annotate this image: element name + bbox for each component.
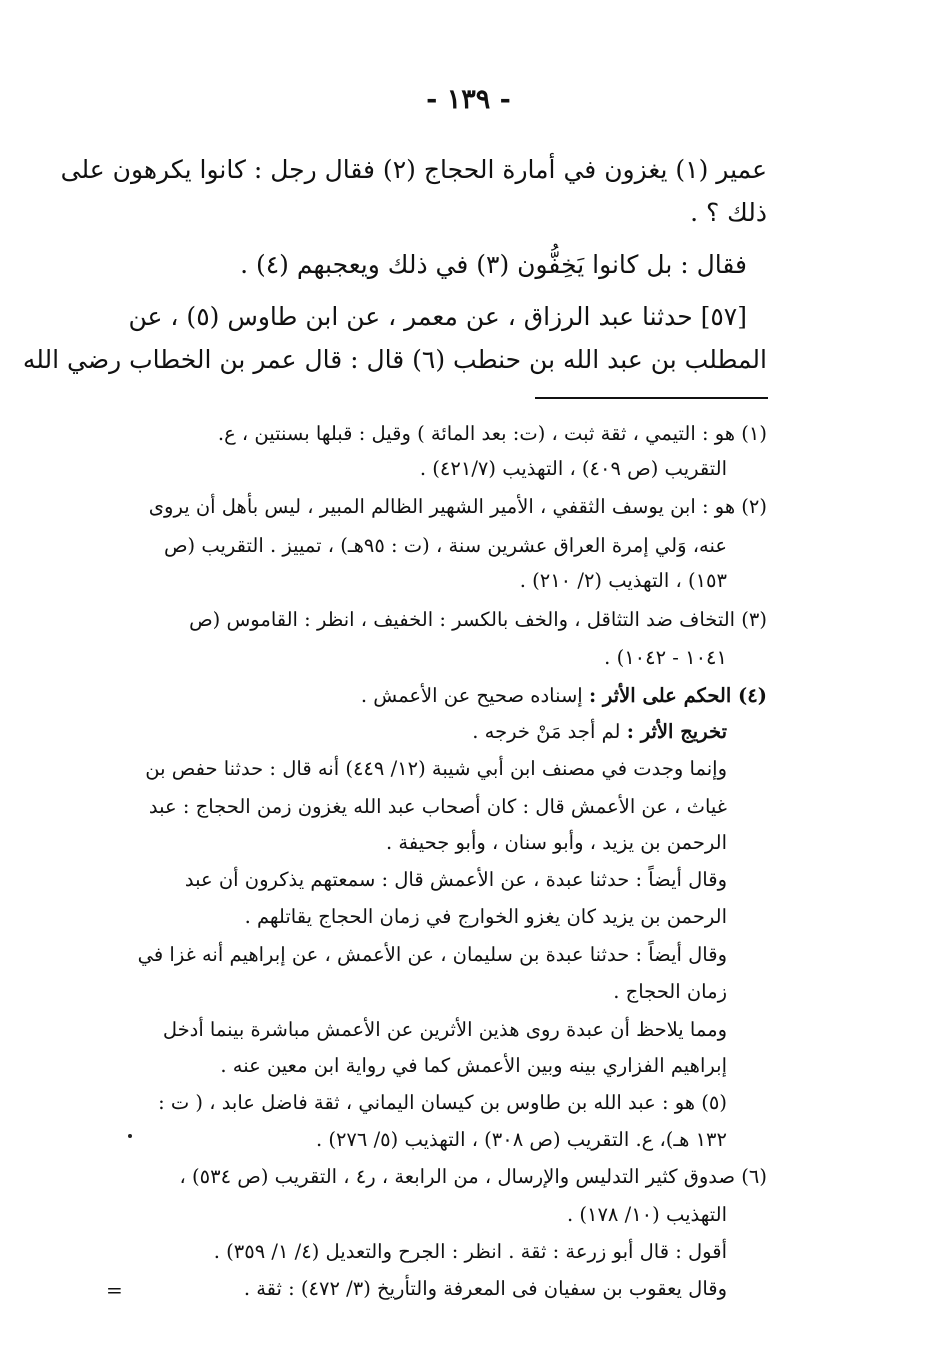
footnote-4-text: غياث ، عن الأعمش قال : كان أصحاب عبد الله يغزون زمن الحجاج : عبد [148,795,727,818]
footnote-3: (٣) التخاف ضد التثاقل ، والخف بالكسر : الخفيف ، انظر : القاموس (ص [189,608,767,631]
footnote-4-takhrij: تخريج الأثر : لم أجد مَنْ خرجه . [472,720,727,743]
footnote-4-heading: (٤) الحكم على الأثر : [588,684,767,707]
footnote-2-cont: ١٥٣) ، التهذيب (٢/ ٢١٠) . [519,569,727,592]
footnote-6-cont: التهذيب (١٠/ ١٧٨) . [566,1203,727,1226]
footnote-4-text: الرحمن بن يزيد كان يغزو الخوارج في زمان الحجاج يقاتلهم . [244,905,727,928]
main-text-line: [٥٧] حدثنا عبد الرزاق ، عن معمر ، عن ابن طاوس (٥) ، عن [128,302,747,331]
footnote-2: (٢) هو : ابن يوسف الثقفي ، الأمير الشهير الظالم المبير ، ليس بأهل أن يروى [148,495,767,518]
footnote-3-cont: ١٠٤١ - ١٠٤٢) . [604,646,727,669]
margin-mark: = [106,1278,123,1302]
footnote-4: (٤) الحكم على الأثر : إسناده صحيح عن الأعمش . [360,684,767,707]
footnote-4-text: وقال أيضاً : حدثنا عبدة بن سليمان ، عن الأعمش ، عن إبراهيم أنه غزا في [137,943,727,966]
page-number: - ١٣٩ - [426,84,511,115]
footnote-6-cont: وقال يعقوب بن سفيان فى المعرفة والتأريخ (٣/ ٤٧٢) : ثقة . [243,1277,727,1300]
main-text-line: عمير (١) يغزون في أمارة الحجاج (٢) فقال رجل : كانوا يكرهون على [60,155,767,184]
main-text-line: فقال : بل كانوا يَخِفُّون (٣) في ذلك ويعجبهم (٤) . [240,250,747,279]
footnote-1: (١) هو : التيمي ، ثقة ثبت ، (ت: بعد المائة ) وقيل : قبلها بسنتين ، ع. [217,422,767,445]
footnote-4-text: الرحمن بن يزيد ، وأبو سنان ، وأبو جحيفة . [386,831,727,854]
footnote-6: (٦) صدوق كثير التدليس والإرسال ، من الرابعة ، ر٤ ، التقريب (ص ٥٣٤) ، [179,1165,767,1188]
footnote-5: (٥) هو : عبد الله بن طاوس بن كيسان اليماني ، ثقة فاضل عابد ، ( ت : [158,1091,727,1114]
footnote-4-text: إبراهيم الفزاري بينه وبين الأعمش كما في رواية ابن معين عنه . [220,1054,727,1077]
footnote-1-cont: التقريب (ص ٤٠٩) ، التهذيب (٤٢١/٧) . [419,457,727,480]
footnote-separator [535,397,768,399]
footnote-4-subheading: تخريج الأثر : [626,720,727,743]
main-text-line: المطلب بن عبد الله بن حنطب (٦) قال : قال عمر بن الخطاب رضي الله [22,345,767,374]
footnote-6-cont: أقول : قال أبو زرعة : ثقة . انظر : الجرح والتعديل (٤/ ١/ ٣٥٩) . [213,1240,727,1263]
footnote-4-text: ومما يلاحظ أن عبدة روى هذين الأثرين عن الأعمش مباشرة بينما أدخل [162,1018,727,1041]
footnote-4-text: وإنما وجدت في مصنف ابن أبي شيبة (١٢/ ٤٤٩) أنه قال : حدثنا حفص بن [145,757,727,780]
main-text-line: ذلك ؟ . [690,198,767,227]
footnote-4-text: زمان الحجاج . [613,980,727,1003]
footnote-5-cont: ١٣٢ هـ)، ع. التقريب (ص ٣٠٨) ، التهذيب (٥/ ٢٧٦) . [315,1128,727,1151]
footnote-4-text: وقال أيضاً : حدثنا عبدة ، عن الأعمش قال : سمعتهم يذكرون أن عبد [184,868,727,891]
footnote-2-cont: عنه، وَلي إمرة العراق عشرين سنة ، (ت : ٩٥هـ) ، تمييز . التقريب (ص [163,534,727,557]
print-speck [128,1134,132,1138]
